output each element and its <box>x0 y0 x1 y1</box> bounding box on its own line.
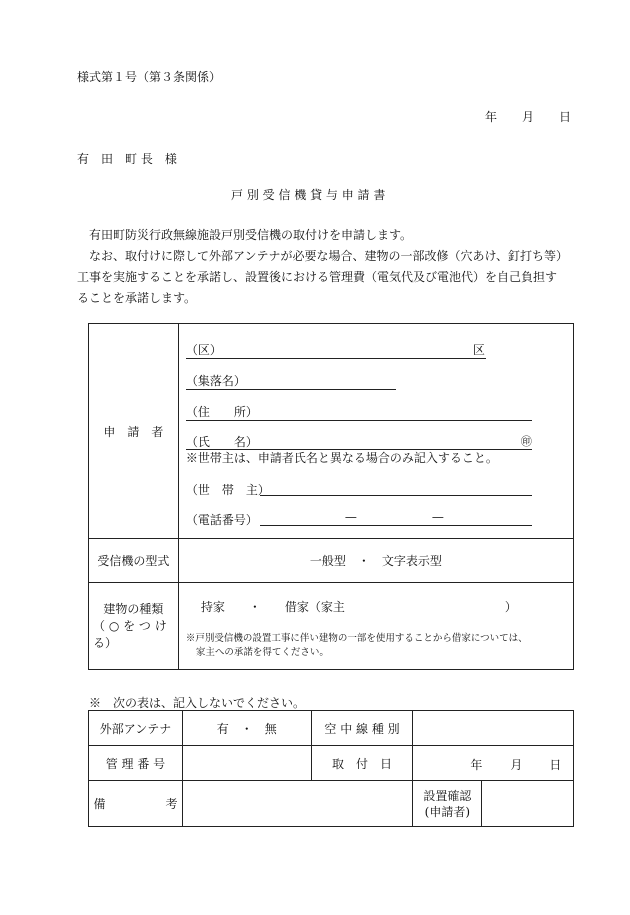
village-input[interactable] <box>186 389 396 390</box>
building-note-line-1: ※戸別受信機の設置工事に伴い建物の一部を使用することから借家については、 <box>185 633 528 644</box>
building-label-line-3: る） <box>93 635 118 650</box>
name-label: （氏 名） <box>185 435 258 449</box>
aerial-type-cell[interactable] <box>413 711 574 746</box>
application-table <box>88 323 574 670</box>
building-note-line-2: 家主への承諾を得てください。 <box>195 647 329 658</box>
building-type-label <box>89 583 179 670</box>
household-note: ※世帯主は、申請者氏名と異なる場合のみ記入すること。 <box>185 451 498 465</box>
household-label: （世 帯 主） <box>185 483 270 497</box>
install-confirm-cell[interactable] <box>482 781 574 827</box>
remarks-label: 備 考 <box>89 781 183 827</box>
address-input[interactable] <box>186 420 532 421</box>
form-number: 様式第１号（第３条関係） <box>77 70 222 84</box>
ward-input[interactable] <box>186 358 486 359</box>
date-year: 年 <box>485 110 498 124</box>
date-day: 日 <box>559 110 572 124</box>
household-input[interactable] <box>260 495 532 496</box>
date-month: 月 <box>522 110 535 124</box>
management-number-cell[interactable] <box>182 746 311 781</box>
address-label: （住 所） <box>185 405 258 419</box>
install-month: 月 <box>510 758 523 772</box>
install-date-cell[interactable] <box>413 746 574 781</box>
building-label-line-1: 建物の種類 <box>103 601 164 616</box>
phone-dash-2: — <box>431 510 444 524</box>
ward-suffix: 区 <box>472 343 485 357</box>
page-title: 戸 別 受 信 機 貸 与 申 請 書 <box>231 188 386 202</box>
install-date-label: 取 付 日 <box>311 746 413 781</box>
install-confirm-line-1: 設置確認 <box>423 788 472 803</box>
applicant-fields <box>178 324 573 539</box>
building-label-line-2: （ ○ を つ け <box>93 618 167 633</box>
install-day: 日 <box>549 758 562 772</box>
antenna-label: 外部アンテナ <box>89 711 183 746</box>
phone-label: （電話番号） <box>185 513 258 527</box>
install-confirm-line-2: (申請者) <box>424 804 471 819</box>
install-year: 年 <box>470 758 483 772</box>
phone-input[interactable] <box>260 525 532 526</box>
receiver-type-label: 受信機の型式 <box>89 539 179 583</box>
building-type-fields <box>178 583 573 670</box>
receiver-type-value[interactable]: 一般型 ・ 文字表示型 <box>178 539 573 583</box>
paragraph-1: 有田町防災行政無線施設戸別受信機の取付けを申請します。 <box>89 228 413 242</box>
building-options[interactable]: 持家 ・ 借家（家主 <box>200 600 345 614</box>
paragraph-2-line-1: なお、取付けに際して外部アンテナが必要な場合、建物の一部改修（穴あけ、釘打ち等） <box>89 249 569 263</box>
antenna-value[interactable]: 有 ・ 無 <box>182 711 311 746</box>
ward-label: （区） <box>185 343 222 357</box>
management-number-label: 管 理 番 号 <box>89 746 183 781</box>
paragraph-2-line-2: 工事を実施することを承諾し、設置後における管理費（電気代及び電池代）を自己負担す <box>77 270 558 284</box>
paragraph-2-line-3: ることを承諾します。 <box>77 291 197 305</box>
office-use-table <box>88 710 574 827</box>
office-use-note: ※ 次の表は、記入しないでください。 <box>89 696 306 710</box>
building-close-paren: ） <box>504 600 517 614</box>
install-confirm-label <box>413 781 482 827</box>
remarks-cell[interactable] <box>182 781 413 827</box>
phone-dash-1: — <box>344 510 357 524</box>
seal-icon: ㊞ <box>520 435 532 448</box>
village-label: （集落名） <box>185 374 246 388</box>
addressee: 有 田 町 長 様 <box>77 152 177 166</box>
applicant-label: 申 請 者 <box>89 324 179 539</box>
aerial-type-label: 空 中 線 種 別 <box>311 711 413 746</box>
